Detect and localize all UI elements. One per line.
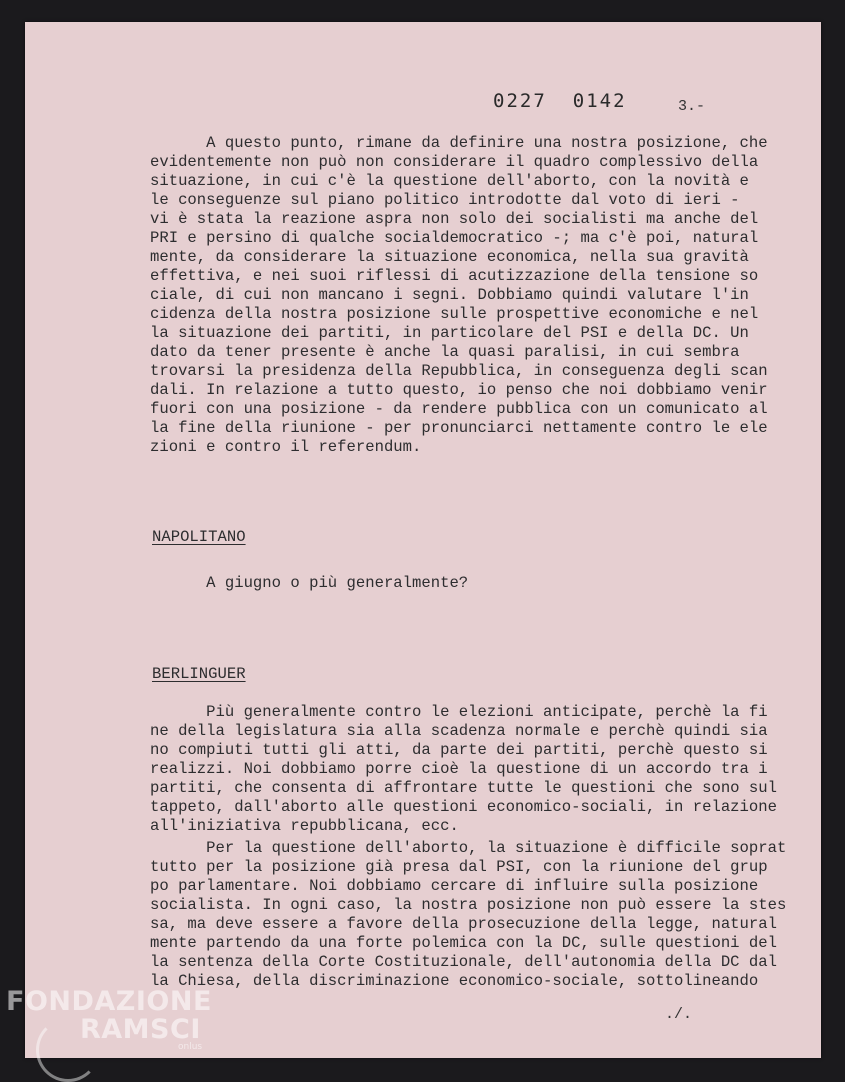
paragraph-berlinguer-2: Per la questione dell'aborto, la situazione è difficile soprat tutto per la posizione già presa dal PSI, con la riunione del grup po parlamentare. Noi dobbiamo cercare di influire sulla posizione socialista. In ogni caso, la nostra posizione non può essere la stes sa, ma deve essere a favore della prosecuzione della legge, natural mente partendo da una forte polemica con la DC, sulle questioni del la sentenza della Corte Costituzionale, dell'autonomia della DC dal la Chiesa, della discriminazione economico-sociale, sottolineando	[150, 839, 787, 990]
watermark-line3: onlus	[178, 1042, 203, 1052]
watermark-line2: RAMSCI	[80, 1014, 201, 1045]
speaker-napolitano: NAPOLITANO	[152, 528, 246, 546]
continuation-mark: ./.	[665, 1006, 693, 1023]
watermark-g-circle-icon	[36, 1018, 100, 1082]
document-number	[493, 90, 653, 112]
watermark-line1: FONDAZIONE	[6, 986, 212, 1017]
page-number: 3.-	[678, 98, 706, 115]
speaker-berlinguer: BERLINGUER	[152, 665, 246, 683]
paragraph-berlinguer-1: Più generalmente contro le elezioni anticipate, perchè la fi ne della legislatura sia alla scadenza normale e perchè quindi sia no compiuti tutti gli atti, da parte dei partiti, perchè questo si realizzi. Noi dobbiamo porre cioè la questione di un accordo tra i partiti, che consenta di affrontare tutte le questioni che sono sul tappeto, dall'aborto alle questioni economico-sociali, in relazione all'iniziativa repubblicana, ecc.	[150, 703, 777, 835]
question-text: A giugno o più generalmente?	[150, 574, 469, 592]
paragraph-intro: A questo punto, rimane da definire una nostra posizione, che evidentemente non può non considerare il quadro complessivo della situazione, in cui c'è la questione dell'aborto, con la novità e le conseguenze sul piano politico introdotte dal voto di ieri - vi è stata la reazione aspra non solo dei socialisti ma anche del PRI e persino di qualche socialdemocratico -; ma c'è poi, natural mente, da considerare la situazione economica, nella sua gravità effettiva, e nei suoi riflessi di acutizzazione della tensione so ciale, di cui non mancano i segni. Dobbiamo quindi valutare l'in cidenza della nostra posizione sulle prospettive economiche e nel la situazione dei partiti, in particolare del PSI e della DC. Un dato da tener presente è anche la quasi paralisi, in cui sembra trovarsi la presidenza della Repubblica, in conseguenza degli scan dali. In relazione a tutto questo, io penso che noi dobbiamo venir fuori con una posizione - da rendere pubblica con un comunicato al la fine della riunione - per pronunciarci nettamente contro le ele zioni e contro il referendum.	[150, 134, 768, 456]
doc-number-a: 0227	[493, 90, 547, 112]
doc-number-b: 0142	[572, 90, 627, 112]
